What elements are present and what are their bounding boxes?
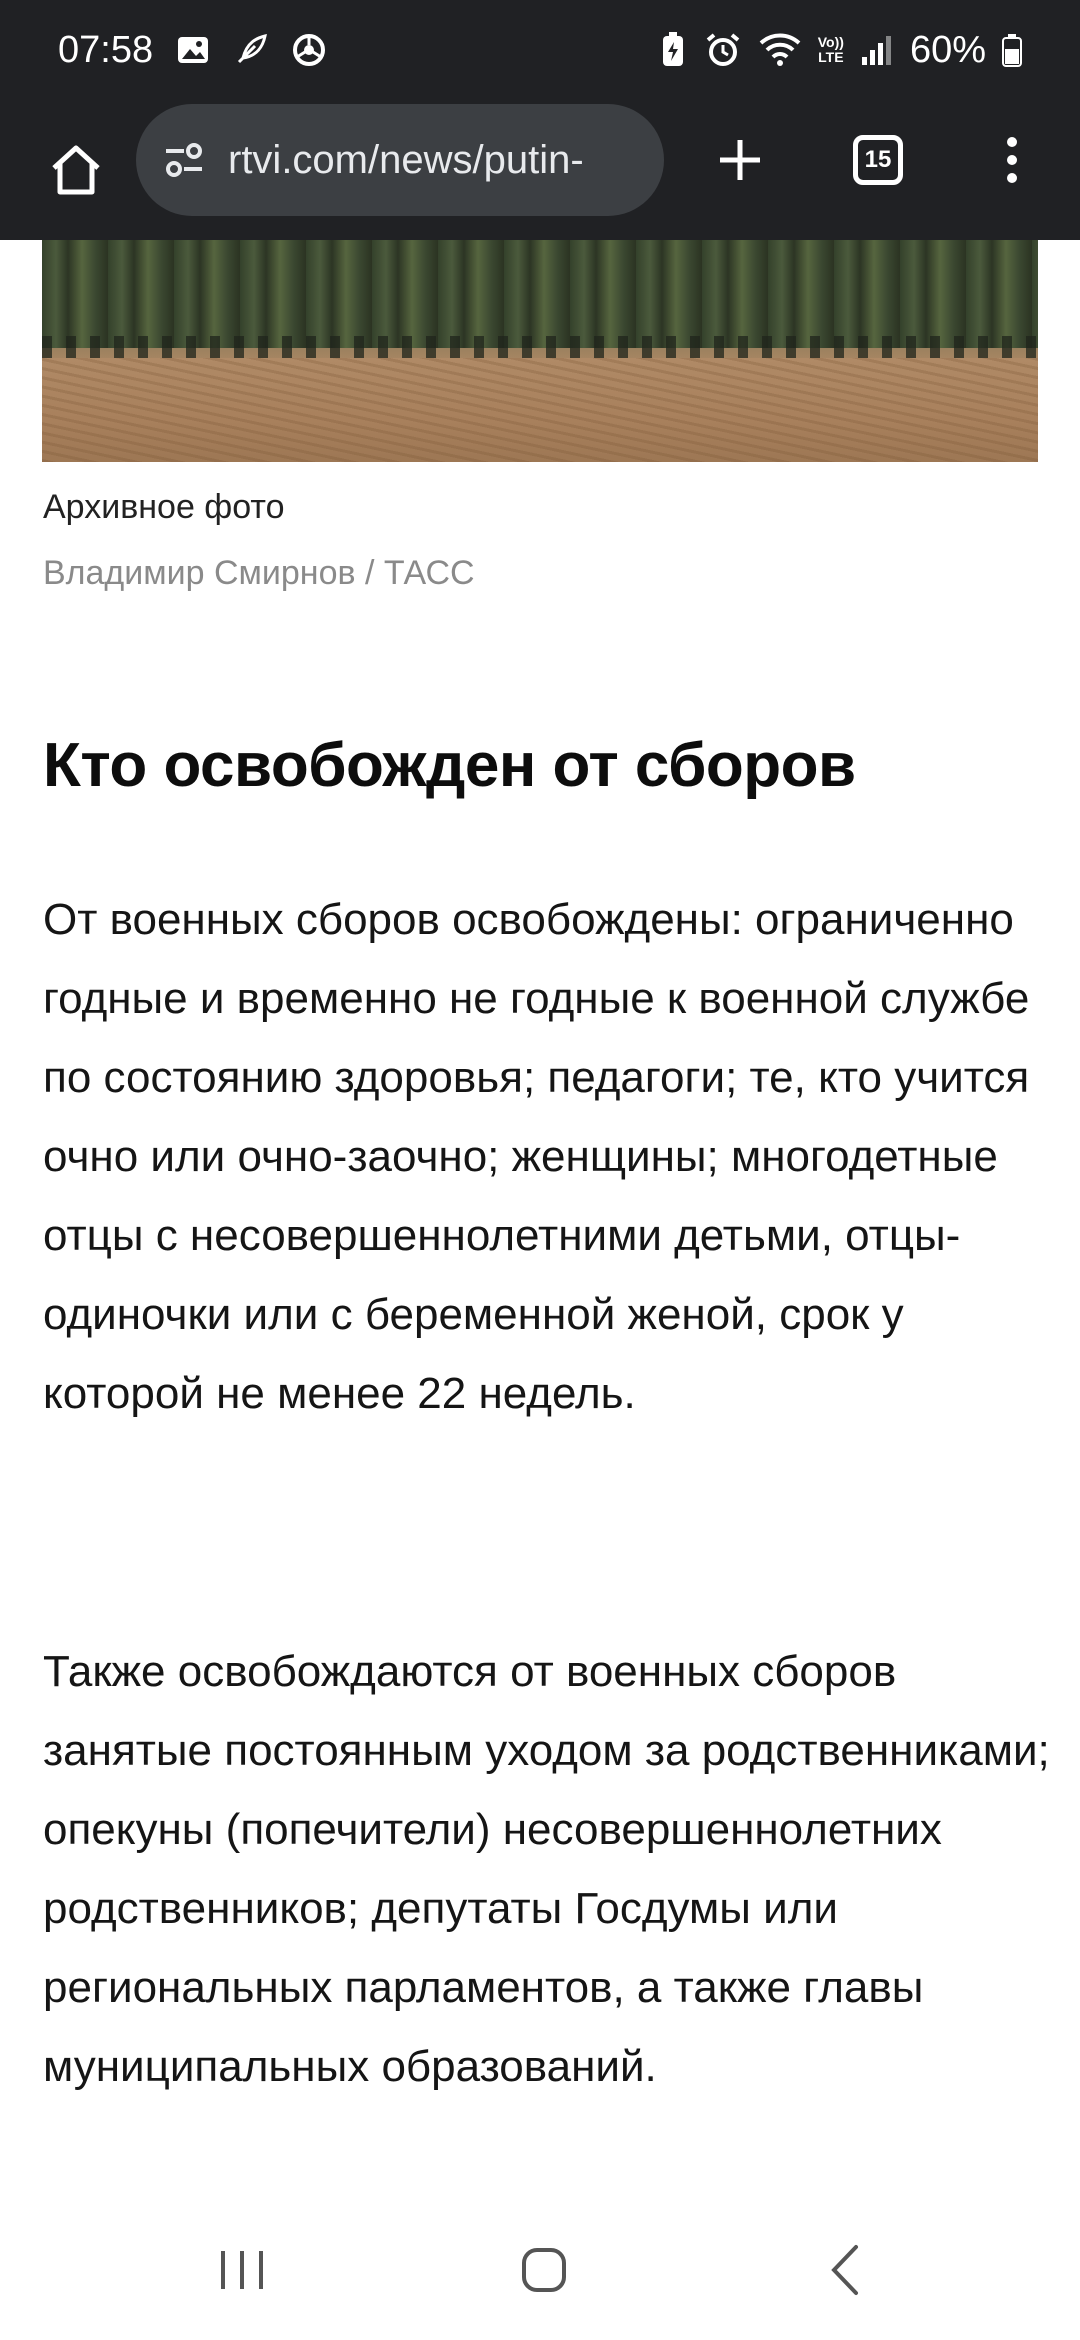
photo-boots [42, 336, 1038, 358]
battery-percent: 60% [909, 28, 986, 71]
volte-icon [818, 35, 844, 65]
more-menu-icon[interactable] [972, 120, 1052, 200]
recent-apps-icon[interactable] [192, 2230, 292, 2310]
wifi-icon [758, 31, 802, 69]
chrome-icon [291, 32, 327, 68]
tab-count: 15 [853, 135, 903, 185]
photo-caption: Архивное фото [43, 488, 285, 526]
home-button-icon[interactable] [494, 2230, 594, 2310]
article-paragraph-1: От военных сборов освобождены: ограниченно годные и временно не годные к военной службе по состоянию здоровья; педагоги; те, кто учится очно или очно-заочно; женщины; многодетные отцы с несовершеннолетними детьми, отцы-одиночки или с беременной женой, срок у которой не менее 22 недель. [43, 895, 1030, 1418]
navigation-bar [0, 2200, 1080, 2340]
article-paragraph-2: Также освобождаются от военных сборов занятые постоянным уходом за родственниками; опекуны (попечители) несовершеннолетних родственников; депутаты Госдумы или региональных парламентов, а также главы муниципальных образований. [43, 1647, 1050, 2091]
back-icon[interactable] [796, 2230, 896, 2310]
article-photo [42, 240, 1038, 462]
browser-toolbar [0, 100, 1080, 240]
address-bar[interactable] [136, 104, 664, 216]
clock: 07:58 [58, 28, 154, 71]
volte-label-bottom: LTE [818, 49, 844, 65]
site-settings-icon[interactable] [158, 134, 210, 186]
url-text[interactable]: rtvi.com/news/putin- [228, 137, 584, 182]
gallery-icon [175, 32, 211, 68]
tab-switcher-icon[interactable] [838, 120, 918, 200]
feather-icon [233, 32, 269, 68]
photo-ground [42, 358, 1038, 462]
photo-soldiers [42, 240, 1038, 348]
battery-icon [1002, 33, 1022, 67]
alarm-icon [704, 31, 742, 69]
status-bar [0, 0, 1080, 100]
volte-label-top: Vo)) [817, 34, 844, 50]
section-heading: Кто освобожден от сборов [43, 731, 856, 800]
home-icon[interactable] [36, 130, 116, 210]
new-tab-icon[interactable] [700, 120, 780, 200]
photo-credit: Владимир Смирнов / ТАСС [43, 554, 475, 592]
battery-saver-icon [658, 30, 688, 70]
signal-icon [860, 33, 894, 67]
